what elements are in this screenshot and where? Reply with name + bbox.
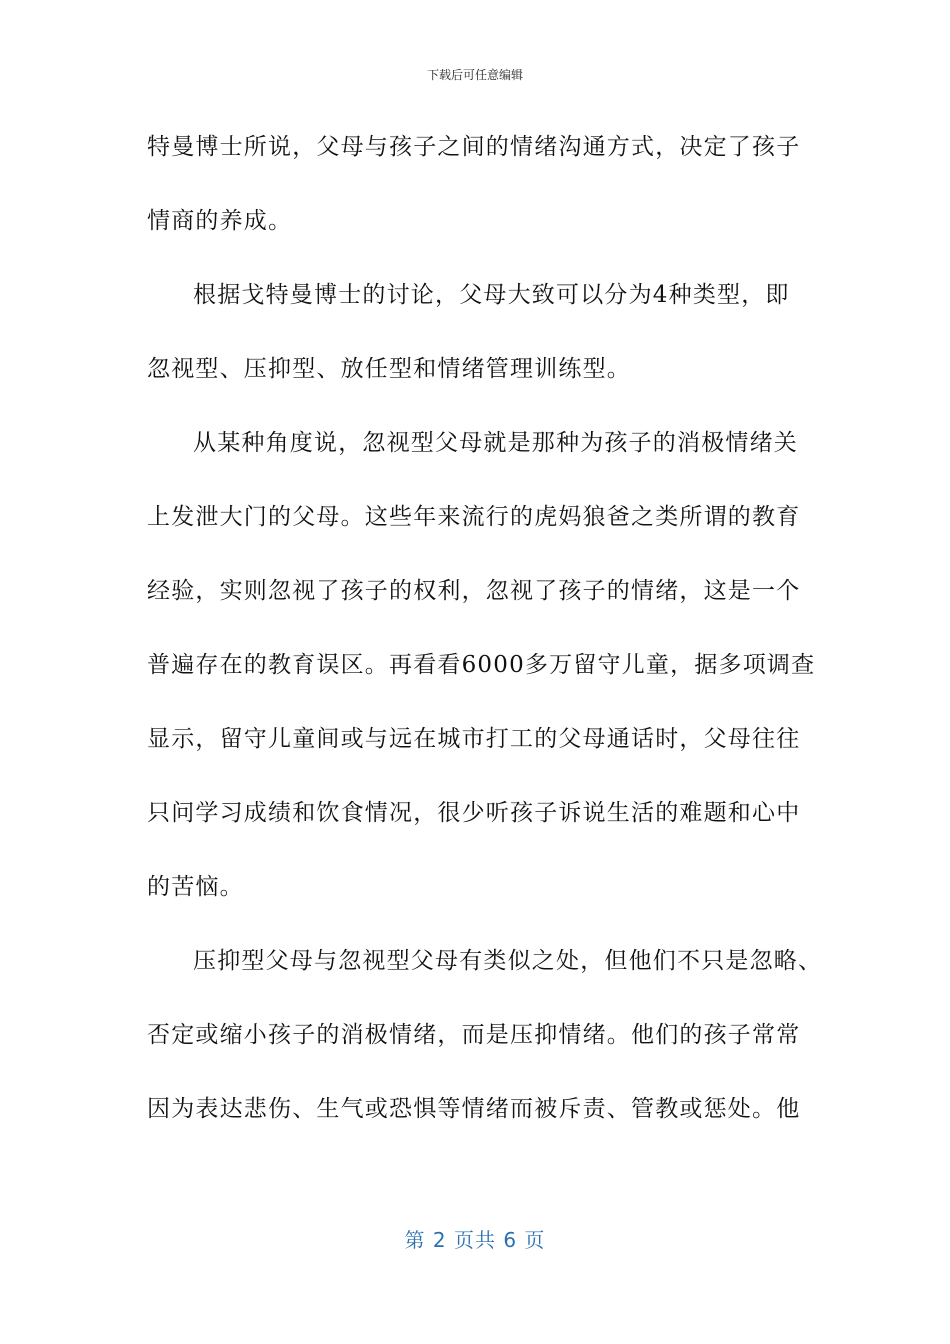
paragraph-start-line: 从某种角度说，忽视型父母就是那种为孩子的消极情绪关: [193, 430, 798, 456]
text-line: 的苦恼。: [147, 874, 244, 900]
body-text: [147, 110, 823, 1146]
text-line: 否定或缩小孩子的消极情绪，而是压抑情绪。他们的孩子常常: [147, 1022, 801, 1048]
text-line: 经验，实则忽视了孩子的权利，忽视了孩子的情绪，这是一个: [147, 578, 801, 604]
text-line: 普遍存在的教育误区。再看看6000多万留守儿童，据多项调查: [147, 652, 816, 678]
text-line: 忽视型、压抑型、放任型和情绪管理训练型。: [147, 356, 631, 382]
text-line: 特曼博士所说，父母与孩子之间的情绪沟通方式，决定了孩子: [147, 134, 801, 160]
text-line: 显示，留守儿童间或与远在城市打工的父母通话时，父母往往: [147, 726, 801, 752]
page-number-label: 第 2 页共 6 页: [404, 1228, 546, 1252]
text-line: 因为表达悲伤、生气或恐惧等情绪而被斥责、管教或惩处。他: [147, 1096, 801, 1122]
header-note: 下载后可任意编辑: [426, 68, 523, 82]
text-line: 上发泄大门的父母。这些年来流行的虎妈狼爸之类所谓的教育: [147, 504, 801, 530]
paragraph-start-line: 根据戈特曼博士的讨论，父母大致可以分为4种类型，即: [193, 282, 790, 308]
text-line: 只问学习成绩和饮食情况，很少听孩子诉说生活的难题和心中: [147, 800, 801, 826]
page-number-footer: [0, 1224, 950, 1253]
paragraph-start-line: 压抑型父母与忽视型父母有类似之处，但他们不只是忽略、: [193, 948, 823, 974]
text-line: 情商的养成。: [147, 208, 293, 234]
